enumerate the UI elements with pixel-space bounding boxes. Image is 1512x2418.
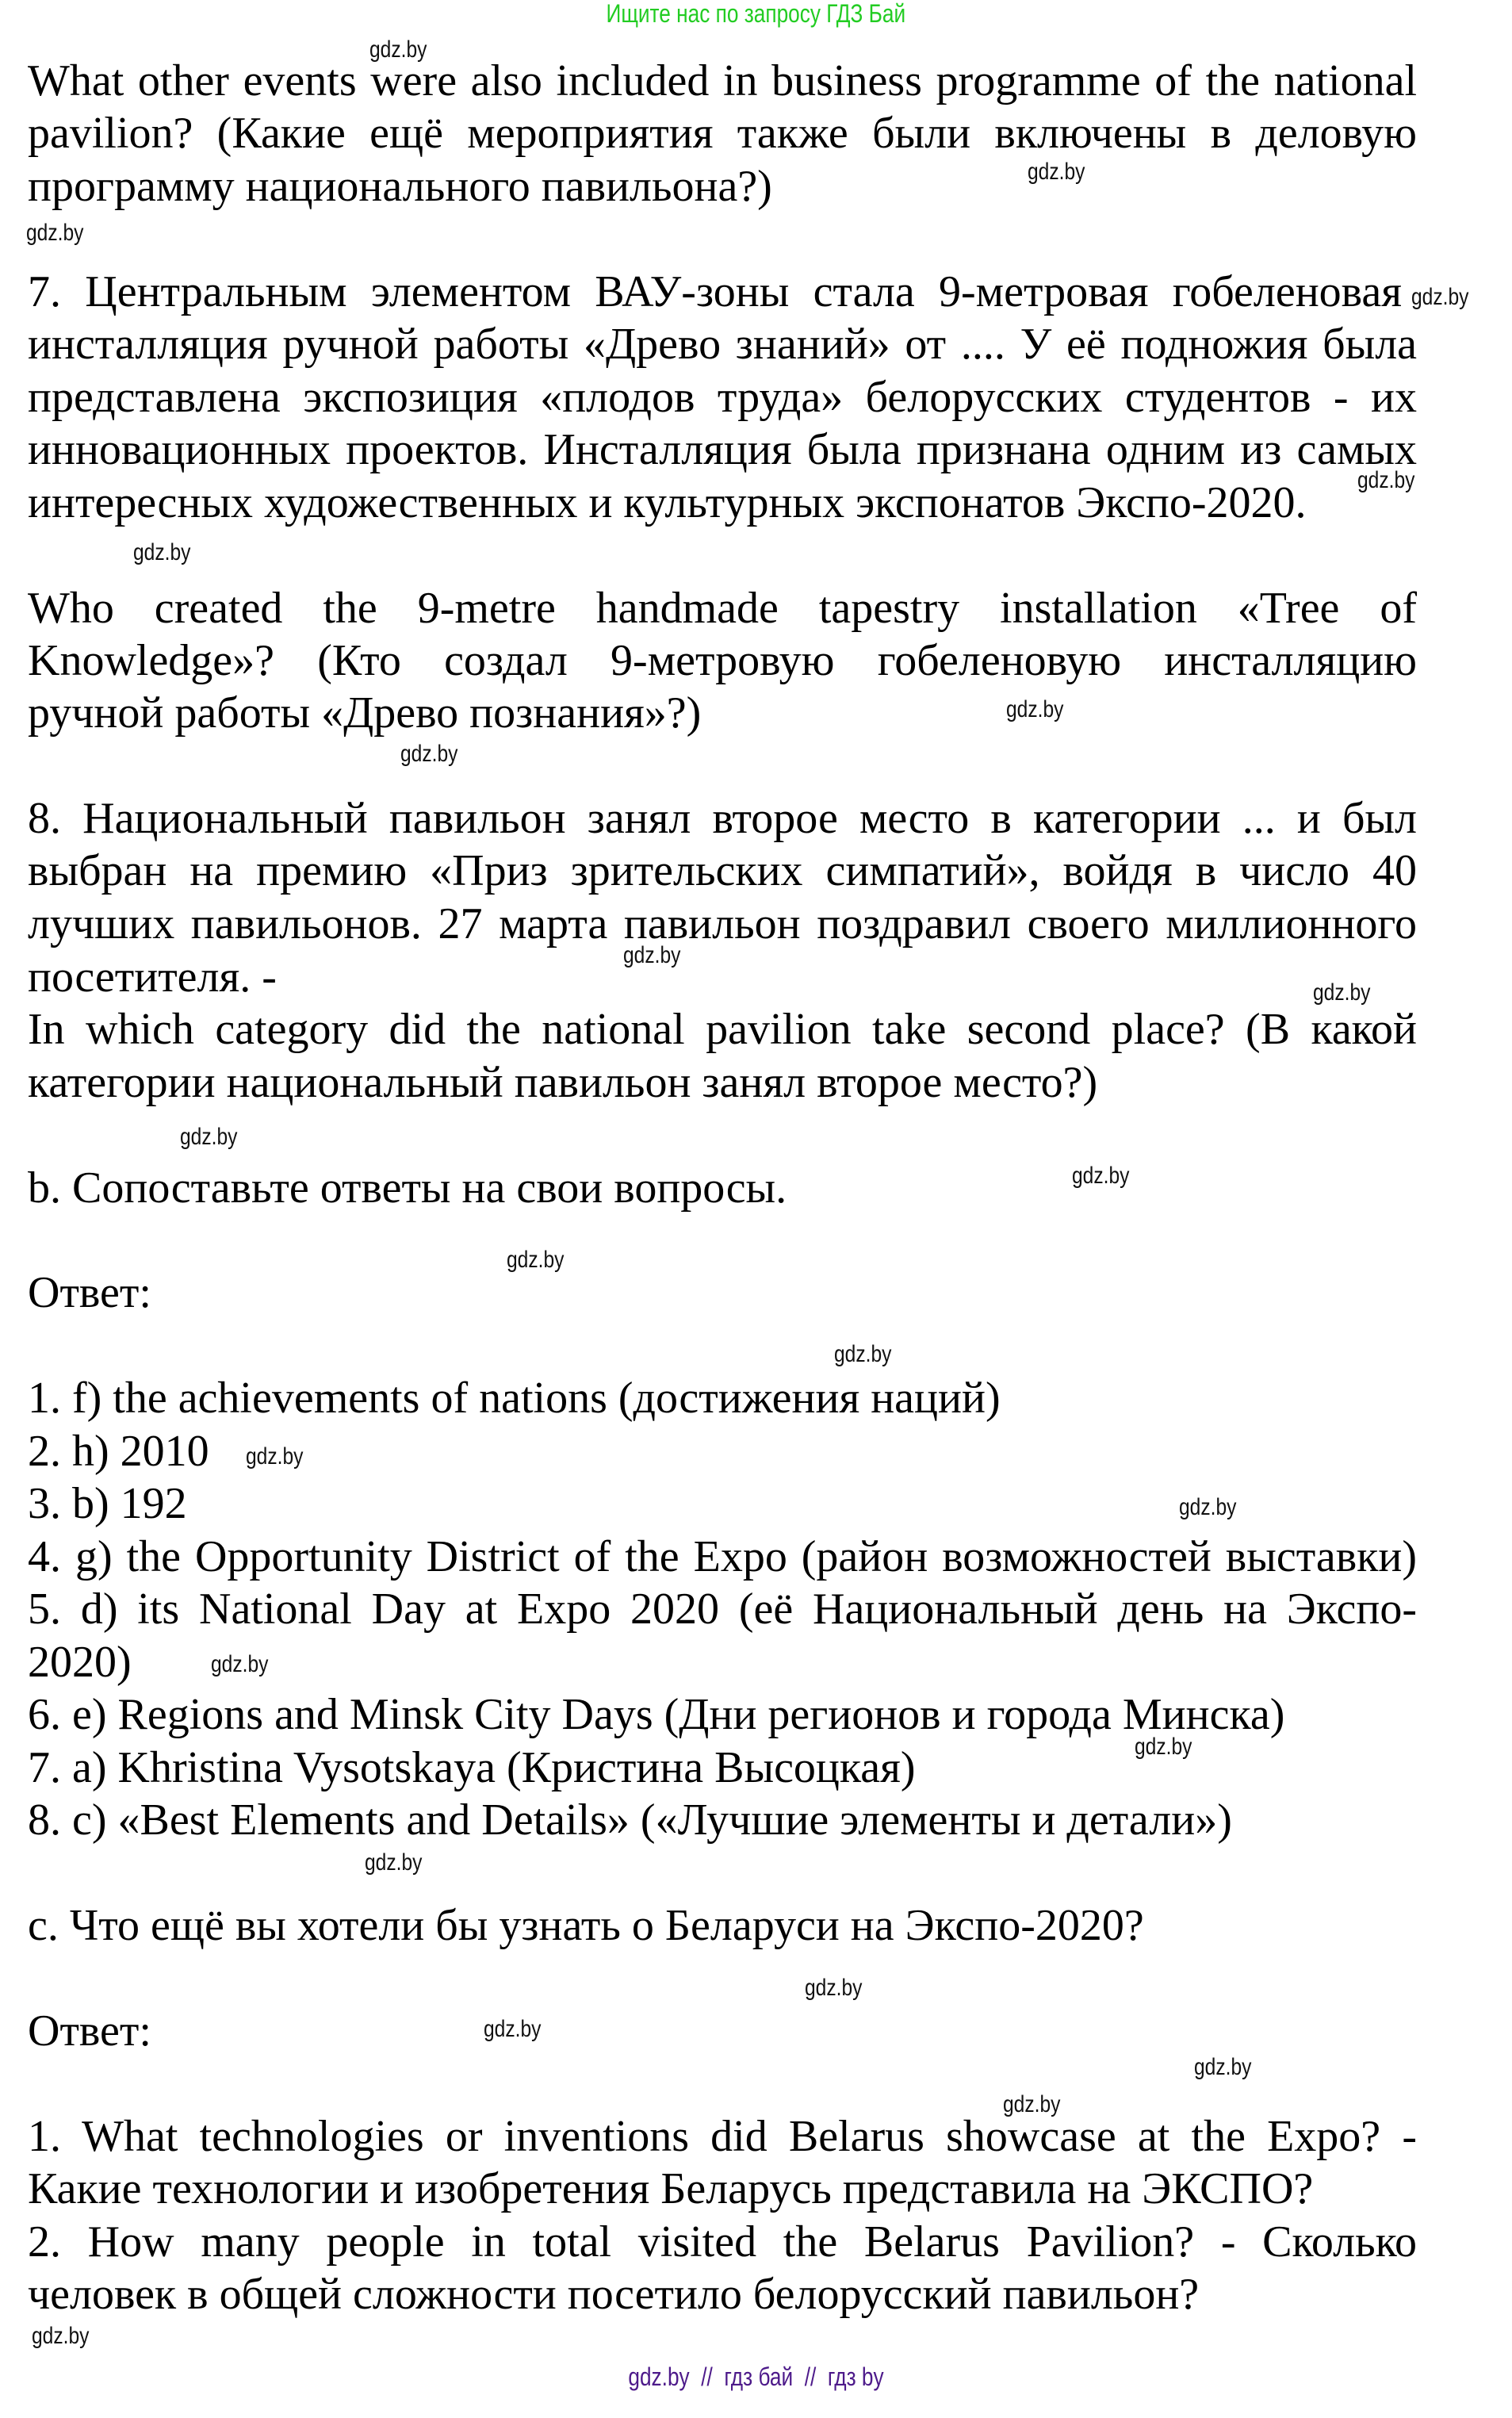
watermark: gdz.by [26, 220, 84, 246]
text-line: категории национальный павильон занял второе место?) [28, 1058, 1098, 1107]
watermark: gdz.by [400, 741, 458, 767]
watermark: gdz.by [211, 1651, 269, 1677]
watermark: gdz.by [507, 1247, 565, 1273]
watermark: gdz.by [369, 36, 427, 63]
watermark: gdz.by [1179, 1494, 1237, 1520]
watermark: gdz.by [1006, 696, 1064, 722]
text-line: инсталляция ручной работы «Древо знаний» от .... У её подножия была [28, 320, 1417, 369]
text-line: лучших павильонов. 27 марта павильон поздравил своего миллионного [28, 899, 1417, 948]
watermark: gdz.by [246, 1443, 304, 1470]
watermark: gdz.by [1135, 1734, 1192, 1760]
task-c-heading: c. Что ещё вы хотели бы узнать о Беларуси на Экспо-2020? [28, 1901, 1144, 1950]
text-line: интересных художественных и культурных экспонатов Экспо-2020. [28, 478, 1307, 527]
watermark: gdz.by [1194, 2054, 1252, 2080]
watermark: gdz.by [1357, 467, 1415, 493]
answer-item: Какие технологии и изобретения Беларусь представила на ЭКСПО? [28, 2164, 1314, 2213]
watermark: gdz.by [805, 1975, 863, 2001]
answer-item: 1. What technologies or inventions did Belarus showcase at the Expo? - [28, 2112, 1417, 2161]
footer-text: gdz.by // гдз бай // гдз by [628, 2362, 884, 2391]
answer-item: 4. g) the Opportunity District of the Expo (район возможностей выставки) [28, 1532, 1417, 1581]
answer-item: 2020) [28, 1638, 132, 1687]
text-line: In which category did the national pavilion take second place? (В какой [28, 1005, 1417, 1054]
answer-label: Ответ: [28, 2006, 151, 2056]
text-line: программу национального павильона?) [28, 162, 772, 211]
answer-item: 2. How many people in total visited the Belarus Pavilion? - Сколько [28, 2217, 1417, 2267]
answer-item: 5. d) its National Day at Expo 2020 (её Национальный день на Экспо- [28, 1585, 1417, 1634]
footer-links [0, 2362, 1512, 2392]
watermark: gdz.by [623, 942, 681, 968]
watermark: gdz.by [133, 539, 191, 565]
search-banner [0, 0, 1512, 29]
text-line: Who created the 9-metre handmade tapestry installation «Tree of [28, 584, 1417, 633]
text-line: 8. Национальный павильон занял второе место в категории ... и был [28, 794, 1417, 843]
answer-item: 7. a) Khristina Vysotskaya (Кристина Высоцкая) [28, 1743, 916, 1792]
text-line: инновационных проектов. Инсталляция была признана одним из самых [28, 425, 1417, 474]
watermark: gdz.by [484, 2016, 542, 2042]
watermark: gdz.by [834, 1341, 892, 1367]
task-b-heading: b. Сопоставьте ответы на свои вопросы. [28, 1163, 787, 1213]
answer-item: 3. b) 192 [28, 1479, 187, 1528]
text-line: Knowledge»? (Кто создал 9-метровую гобеленовую инсталляцию [28, 636, 1417, 685]
answer-item: 2. h) 2010 [28, 1427, 209, 1476]
answer-item: 8. c) «Best Elements and Details» («Лучшие элементы и детали») [28, 1795, 1232, 1845]
watermark: gdz.by [32, 2323, 90, 2349]
text-line: What other events were also included in business programme of the national [28, 56, 1417, 105]
text-line: pavilion? (Какие ещё мероприятия также были включены в деловую [28, 109, 1417, 158]
watermark: gdz.by [1003, 2091, 1061, 2117]
watermark: gdz.by [365, 1849, 423, 1876]
text-line: выбран на премию «Приз зрительских симпатий», войдя в число 40 [28, 846, 1417, 895]
answer-label: Ответ: [28, 1268, 151, 1317]
answer-item: 6. e) Regions and Minsk City Days (Дни регионов и города Минска) [28, 1690, 1285, 1739]
watermark: gdz.by [1411, 284, 1469, 310]
watermark: gdz.by [1313, 979, 1371, 1006]
answer-item: 1. f) the achievements of nations (достижения наций) [28, 1374, 1001, 1423]
watermark: gdz.by [180, 1124, 238, 1150]
watermark: gdz.by [1072, 1163, 1130, 1189]
text-line: 7. Центральным элементом ВАУ-зоны стала 9-метровая гобеленовая [28, 267, 1402, 316]
watermark: gdz.by [1028, 159, 1085, 185]
answer-item: человек в общей сложности посетило белорусский павильон? [28, 2270, 1200, 2319]
text-line: ручной работы «Древо познания»?) [28, 688, 702, 738]
text-line: посетителя. - [28, 952, 277, 1002]
text-line: представлена экспозиция «плодов труда» белорусских студентов - их [28, 373, 1417, 422]
search-banner-text: Ищите нас по запросу ГДЗ Бай [606, 0, 906, 28]
